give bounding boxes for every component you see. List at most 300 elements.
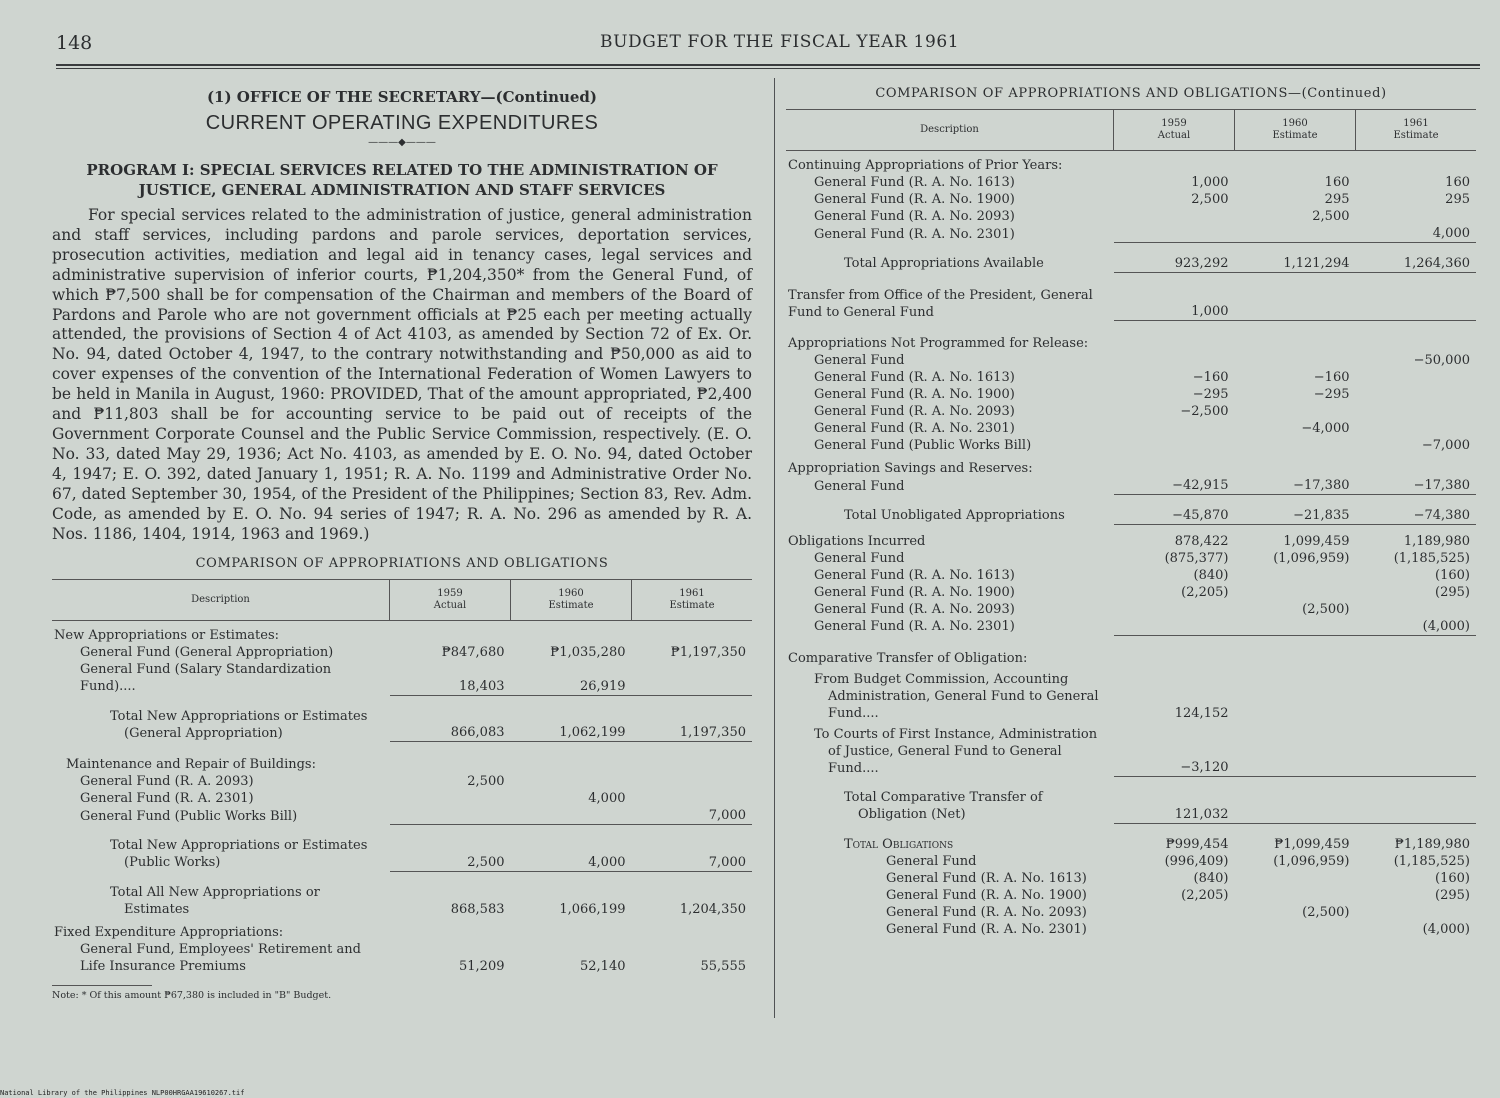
value-cell: 878,422 — [1174, 533, 1229, 549]
value-cell — [390, 807, 511, 825]
row-label: General Fund (R. A. No. 1613) — [814, 567, 1015, 583]
value-cell — [1114, 321, 1235, 330]
row-label: General Fund — [814, 550, 905, 566]
value-cell — [1235, 921, 1356, 938]
row-label: General Fund (R. A. 2301) — [80, 791, 254, 807]
value-cell: (2,205) — [1181, 887, 1229, 903]
table-row — [786, 785, 1476, 823]
value-cell: −4,000 — [1301, 421, 1350, 436]
table-row — [786, 722, 1476, 777]
value-cell — [1356, 208, 1477, 225]
top-rule — [56, 64, 1480, 66]
table-row — [786, 853, 1476, 870]
comparison-table-right — [786, 109, 1476, 938]
table-row — [52, 750, 752, 773]
table-row — [786, 887, 1476, 904]
value-cell: −74,380 — [1356, 503, 1477, 524]
left-table-body — [52, 621, 752, 975]
value-cell: 1,062,199 — [511, 704, 632, 742]
table-row — [52, 790, 752, 807]
value-cell: (4,000) — [1356, 618, 1477, 636]
col-1960: 1960 Estimate — [1235, 110, 1356, 151]
top-rule-thin — [56, 68, 1480, 69]
comparison-table-left — [52, 579, 752, 975]
table-row — [786, 281, 1476, 321]
value-cell — [511, 621, 632, 645]
row-label: General Fund (R. A. No. 2093) — [814, 404, 1015, 419]
row-label: New Appropriations or Estimates: — [54, 628, 279, 644]
right-column — [786, 84, 1476, 938]
value-cell — [1114, 151, 1235, 175]
table-row — [786, 352, 1476, 369]
table-row — [786, 208, 1476, 225]
table-row — [786, 635, 1476, 644]
table-row — [52, 807, 752, 825]
value-cell — [1235, 403, 1356, 420]
col-1961: 1961 Estimate — [1356, 110, 1477, 151]
row-label: General Fund (R. A. No. 1613) — [886, 870, 1087, 886]
row-label: General Fund (R. A. No. 2301) — [814, 226, 1015, 242]
value-cell — [1235, 454, 1356, 477]
value-cell: (2,500) — [1302, 904, 1350, 920]
value-cell — [1235, 352, 1356, 369]
value-cell: (1,185,525) — [1393, 550, 1470, 566]
value-cell: (840) — [1193, 870, 1229, 886]
row-label: Total Obligations — [844, 836, 954, 852]
value-cell — [1356, 601, 1477, 618]
value-cell: 7,000 — [632, 833, 753, 871]
value-cell — [1356, 904, 1477, 921]
column-divider — [774, 78, 775, 1018]
value-cell: (840) — [1193, 567, 1229, 583]
value-cell: ₱1,099,459 — [1274, 836, 1350, 852]
row-label: Total Unobligated Appropriations — [844, 508, 1065, 523]
value-cell: 1,204,350 — [679, 901, 746, 917]
table-row — [786, 437, 1476, 454]
table-row — [52, 621, 752, 645]
value-cell — [1235, 823, 1356, 832]
table-row — [786, 174, 1476, 191]
row-label: General Fund (Salary Standardization Fund).... — [80, 662, 332, 695]
row-label: Maintenance and Repair of Buildings: — [66, 757, 316, 773]
program-title: PROGRAM I: SPECIAL SERVICES RELATED TO THE ADMINISTRATION OF JUSTICE, GENERAL ADMINISTRATION AND STAFF SERVICES — [86, 161, 718, 199]
table-row — [52, 661, 752, 695]
value-cell: ₱999,454 — [1165, 836, 1229, 852]
value-cell: 160 — [1324, 175, 1350, 190]
row-label — [786, 243, 1114, 252]
row-label: General Fund (R. A. No. 1613) — [814, 370, 1015, 385]
value-cell: 1,066,199 — [559, 901, 626, 917]
value-cell: 26,919 — [511, 661, 632, 695]
left-column — [52, 84, 752, 1001]
row-label — [786, 321, 1114, 330]
col-1961: 1961 Estimate — [632, 580, 753, 621]
value-cell — [1114, 420, 1235, 437]
value-cell — [1235, 225, 1356, 243]
row-label: General Fund (R. A. 2093) — [80, 774, 254, 790]
row-label: General Fund (R. A. No. 1900) — [814, 584, 1015, 600]
value-cell: 4,000 — [588, 791, 626, 807]
row-label: Fixed Expenditure Appropriations: — [54, 924, 284, 940]
value-cell: (2,205) — [1181, 584, 1229, 600]
value-cell: 1,197,350 — [632, 704, 753, 742]
value-cell — [1356, 454, 1477, 477]
table-row — [786, 870, 1476, 887]
value-cell: ₱1,197,350 — [670, 645, 746, 661]
table-row — [786, 477, 1476, 495]
value-cell — [1235, 524, 1356, 533]
value-cell — [632, 918, 753, 941]
value-cell: 1,000 — [1114, 281, 1235, 321]
row-label — [786, 495, 1114, 504]
table-row — [786, 601, 1476, 618]
value-cell — [1235, 722, 1356, 777]
table-header-row — [52, 580, 752, 621]
value-cell: 868,583 — [450, 901, 505, 917]
ornament-divider: ———◆——— — [368, 137, 436, 148]
value-cell: 1,099,459 — [1283, 533, 1350, 549]
row-label: Comparative Transfer of Obligation: — [788, 650, 1028, 666]
table-row — [786, 524, 1476, 533]
value-cell: −3,120 — [1114, 722, 1235, 777]
value-cell — [390, 695, 511, 704]
value-cell: −7,000 — [1421, 438, 1470, 453]
table-row — [52, 833, 752, 871]
value-cell: −17,380 — [1356, 477, 1477, 495]
subtitle: CURRENT OPERATING EXPENDITURES — [205, 112, 599, 134]
value-cell — [1114, 601, 1235, 618]
row-label: General Fund, Employees' Retirement and Life Insurance Premiums — [80, 941, 361, 974]
scan-footer: National Library of the Philippines NLP00HRGAA19610267.tif — [0, 1089, 245, 1097]
running-title: BUDGET FOR THE FISCAL YEAR 1961 — [600, 32, 960, 52]
value-cell: (1,185,525) — [1393, 853, 1470, 869]
value-cell: 866,083 — [390, 704, 511, 742]
value-cell — [1356, 281, 1477, 321]
value-cell — [1235, 584, 1356, 601]
row-label: General Fund (R. A. No. 1900) — [886, 887, 1087, 903]
row-label: General Fund — [814, 353, 905, 368]
value-cell: (996,409) — [1164, 853, 1229, 869]
value-cell — [1235, 281, 1356, 321]
row-label: General Fund (R. A. No. 2093) — [814, 209, 1015, 224]
value-cell — [1114, 644, 1235, 667]
value-cell — [1235, 437, 1356, 454]
value-cell — [1114, 904, 1235, 921]
value-cell: 160 — [1445, 175, 1470, 190]
table-row — [52, 918, 752, 941]
row-label: Total New Appropriations or Estimates (General Appropriation) — [110, 708, 368, 741]
value-cell — [1114, 823, 1235, 832]
value-cell: −160 — [1192, 370, 1229, 385]
value-cell — [1235, 618, 1356, 636]
value-cell: 7,000 — [632, 807, 753, 825]
table-row — [52, 644, 752, 661]
row-label: General Fund (R. A. No. 1900) — [814, 387, 1015, 402]
value-cell: 295 — [1445, 192, 1470, 207]
table-row — [786, 191, 1476, 208]
value-cell — [390, 750, 511, 773]
value-cell — [390, 871, 511, 880]
table-row — [786, 567, 1476, 584]
value-cell: −21,835 — [1235, 503, 1356, 524]
table-row — [786, 329, 1476, 352]
row-label: Continuing Appropriations of Prior Years: — [788, 158, 1063, 173]
value-cell: 2,500 — [390, 833, 511, 871]
value-cell — [1356, 403, 1477, 420]
value-cell: 2,500 — [467, 774, 505, 790]
row-label: General Fund (Public Works Bill) — [80, 808, 298, 824]
value-cell — [1235, 887, 1356, 904]
value-cell — [632, 742, 753, 751]
value-cell: (160) — [1435, 870, 1470, 886]
value-cell — [1235, 272, 1356, 281]
row-label: Obligations Incurred — [788, 533, 926, 549]
row-label: Total Appropriations Available — [844, 256, 1044, 271]
value-cell — [1114, 225, 1235, 243]
value-cell — [1235, 635, 1356, 644]
value-cell — [632, 871, 753, 880]
row-label: General Fund (Public Works Bill) — [814, 438, 1032, 453]
value-cell — [632, 825, 753, 834]
value-cell: (1,096,959) — [1273, 550, 1350, 566]
value-cell — [511, 750, 632, 773]
comparison-title: COMPARISON OF APPROPRIATIONS AND OBLIGATIONS — [195, 556, 609, 572]
value-cell — [1114, 495, 1235, 504]
table-row — [786, 251, 1476, 272]
table-row — [786, 420, 1476, 437]
value-cell — [1235, 870, 1356, 887]
value-cell — [390, 790, 511, 807]
value-cell — [1356, 386, 1477, 403]
value-cell — [1114, 437, 1235, 454]
footnote: Note: * Of this amount ₱67,380 is included in "B" Budget. — [52, 985, 152, 1001]
row-label — [786, 524, 1114, 533]
row-label: General Fund (R. A. No. 2093) — [886, 904, 1087, 920]
table-row — [52, 773, 752, 790]
value-cell: (295) — [1435, 584, 1470, 600]
table-row — [52, 880, 752, 918]
value-cell — [1235, 151, 1356, 175]
page-number: 148 — [56, 32, 93, 54]
row-label — [52, 825, 390, 834]
value-cell — [1356, 329, 1477, 352]
table-row — [786, 644, 1476, 667]
table-row — [786, 151, 1476, 175]
row-label — [786, 272, 1114, 281]
value-cell — [1235, 667, 1356, 722]
value-cell — [1235, 243, 1356, 252]
value-cell — [1114, 921, 1235, 938]
value-cell — [1356, 635, 1477, 644]
value-cell — [1114, 272, 1235, 281]
value-cell — [632, 621, 753, 645]
row-label: Total All New Appropriations or Estimates — [110, 884, 320, 917]
row-label — [786, 823, 1114, 832]
value-cell: (160) — [1435, 567, 1470, 583]
table-row — [52, 825, 752, 834]
table-row — [52, 695, 752, 704]
row-label — [52, 695, 390, 704]
table-row — [786, 584, 1476, 601]
value-cell: 51,209 — [459, 958, 505, 974]
row-label: From Budget Commission, Accounting Administration, General Fund to General Fund.... — [814, 671, 1099, 721]
row-label: Total Comparative Transfer of Obligation (Net) — [844, 790, 1043, 822]
value-cell: 1,121,294 — [1235, 251, 1356, 272]
value-cell — [390, 621, 511, 645]
value-cell: −295 — [1192, 387, 1229, 402]
value-cell: −17,380 — [1235, 477, 1356, 495]
value-cell — [1356, 667, 1477, 722]
value-cell — [1114, 243, 1235, 252]
value-cell — [1235, 785, 1356, 823]
row-label: Appropriation Savings and Reserves: — [788, 461, 1033, 476]
value-cell — [511, 807, 632, 825]
value-cell: 2,500 — [1312, 209, 1350, 224]
value-cell: ₱847,680 — [441, 645, 505, 661]
value-cell: (295) — [1435, 887, 1470, 903]
col-1959: 1959 Actual — [1114, 110, 1235, 151]
value-cell — [511, 918, 632, 941]
row-label: General Fund — [814, 478, 905, 494]
value-cell: 55,555 — [700, 958, 746, 974]
table-row — [786, 832, 1476, 853]
value-cell: −160 — [1313, 370, 1350, 385]
table-row — [786, 777, 1476, 786]
value-cell — [1356, 369, 1477, 386]
value-cell — [1235, 567, 1356, 584]
value-cell — [390, 918, 511, 941]
value-cell — [1356, 524, 1477, 533]
table-row — [786, 321, 1476, 330]
table-row — [52, 871, 752, 880]
value-cell: −45,870 — [1114, 503, 1235, 524]
value-cell — [511, 871, 632, 880]
row-label: General Fund (R. A. No. 2301) — [886, 921, 1087, 937]
value-cell: 4,000 — [1356, 225, 1477, 243]
row-label: General Fund (R. A. No. 2301) — [814, 619, 1015, 634]
value-cell — [1356, 722, 1477, 777]
table-row — [52, 704, 752, 742]
value-cell — [1235, 777, 1356, 786]
value-cell — [1114, 454, 1235, 477]
value-cell — [1114, 329, 1235, 352]
row-label: To Courts of First Instance, Administration of Justice, General Fund to General Fund.... — [814, 726, 1098, 776]
row-label — [52, 871, 390, 880]
comparison-title-continued: COMPARISON OF APPROPRIATIONS AND OBLIGATIONS—(Continued) — [875, 86, 1387, 101]
value-cell — [390, 825, 511, 834]
row-label: Transfer from Office of the President, General Fund to General Fund — [788, 287, 1093, 320]
row-label: General Fund (General Appropriation) — [80, 645, 334, 661]
row-label: General Fund (R. A. No. 1900) — [814, 192, 1015, 207]
row-label: General Fund (R. A. No. 1613) — [814, 175, 1015, 190]
value-cell — [632, 750, 753, 773]
value-cell: −42,915 — [1114, 477, 1235, 495]
row-label: Appropriations Not Programmed for Release: — [788, 336, 1089, 351]
value-cell: ₱1,189,980 — [1394, 836, 1470, 852]
appropriation-paragraph: For special services related to the administration of justice, general administration and staff services, including pardons and parole services, deportation services, prosecution activities, mediation and legal aid in tenancy cases, legal services and administrative supervision of inferior courts, ₱1,204,350* from the General Fund, of which ₱7,500 shall be for compensation of the Chairman and members of the Board of Pardons and Parole who are not government officials at ₱25 each per meeting actually attended, the provisions of Section 4 of Act 4103, as amended by Section 72 of Ex. Or. No. 94, dated October 4, 1947, to the contrary notwithstanding and ₱50,000 as aid to cover expenses of the convention of the International Federation of Women Lawyers to be held in Manila in August, 1960: PROVIDED, That of the amount appropriated, ₱2,400 and ₱11,803 shall be for accounting service to be paid out of receipts of the Government Corporate Counsel and the Public Service Commission, respectively. (E. O. No. 33, dated May 29, 1936; Act No. 4103, as amended by E. O. No. 94, dated October 4, 1947; E. O. 392, dated January 1, 1951; R. A. No. 1199 and Administrative Order No. 67, dated September 30, 1954, of the President of the Philippines; Section 83, Rev. Adm. Code, as amended by E. O. No. 94 series of 1947; R. A. No. 296 as amended by R. A. Nos. 1186, 1404, 1914, 1963 and 1969.) — [52, 206, 752, 543]
value-cell — [1356, 420, 1477, 437]
table-row — [786, 823, 1476, 832]
row-label: Total New Appropriations or Estimates (Public Works) — [110, 838, 368, 871]
table-row — [786, 503, 1476, 524]
value-cell — [1356, 272, 1477, 281]
value-cell: 1,000 — [1191, 175, 1229, 190]
value-cell: 52,140 — [580, 958, 626, 974]
col-description: Description — [52, 580, 390, 621]
table-row — [786, 533, 1476, 550]
value-cell: (875,377) — [1164, 550, 1229, 566]
table-row — [786, 904, 1476, 921]
value-cell — [1114, 208, 1235, 225]
table-row — [786, 454, 1476, 477]
table-row — [786, 386, 1476, 403]
value-cell — [1356, 777, 1477, 786]
value-cell: 1,264,360 — [1356, 251, 1477, 272]
value-cell — [632, 661, 753, 695]
value-cell — [632, 695, 753, 704]
table-row — [786, 225, 1476, 243]
value-cell — [390, 742, 511, 751]
row-label — [786, 777, 1114, 786]
table-row — [786, 921, 1476, 938]
table-row — [786, 550, 1476, 567]
value-cell: −50,000 — [1413, 353, 1470, 368]
table-row — [52, 742, 752, 751]
value-cell: 18,403 — [390, 661, 511, 695]
value-cell: (1,096,959) — [1273, 853, 1350, 869]
value-cell — [1356, 321, 1477, 330]
value-cell — [1235, 644, 1356, 667]
right-table-body — [786, 151, 1476, 938]
col-description: Description — [786, 110, 1114, 151]
value-cell — [1114, 777, 1235, 786]
value-cell — [1114, 635, 1235, 644]
col-1959: 1959 Actual — [390, 580, 511, 621]
value-cell: 121,032 — [1114, 785, 1235, 823]
table-header-row — [786, 110, 1476, 151]
value-cell — [1235, 321, 1356, 330]
value-cell — [511, 773, 632, 790]
table-row — [786, 272, 1476, 281]
table-row — [52, 941, 752, 975]
value-cell — [1114, 524, 1235, 533]
value-cell: ₱1,035,280 — [550, 645, 626, 661]
row-label — [52, 742, 390, 751]
value-cell: (4,000) — [1422, 921, 1470, 937]
value-cell — [511, 742, 632, 751]
table-row — [786, 618, 1476, 636]
value-cell: 124,152 — [1174, 705, 1229, 721]
value-cell: −295 — [1313, 387, 1350, 402]
value-cell — [1235, 329, 1356, 352]
table-row — [786, 369, 1476, 386]
section-heading: (1) OFFICE OF THE SECRETARY—(Continued) — [206, 88, 598, 106]
value-cell: −2,500 — [1180, 404, 1229, 419]
value-cell — [1356, 785, 1477, 823]
value-cell — [511, 695, 632, 704]
value-cell — [1356, 644, 1477, 667]
value-cell — [1114, 352, 1235, 369]
value-cell — [1356, 823, 1477, 832]
value-cell: 923,292 — [1114, 251, 1235, 272]
value-cell: 1,189,980 — [1403, 533, 1470, 549]
value-cell — [632, 790, 753, 807]
value-cell: 4,000 — [511, 833, 632, 871]
value-cell — [1356, 243, 1477, 252]
value-cell — [511, 825, 632, 834]
table-row — [786, 403, 1476, 420]
value-cell — [1356, 495, 1477, 504]
